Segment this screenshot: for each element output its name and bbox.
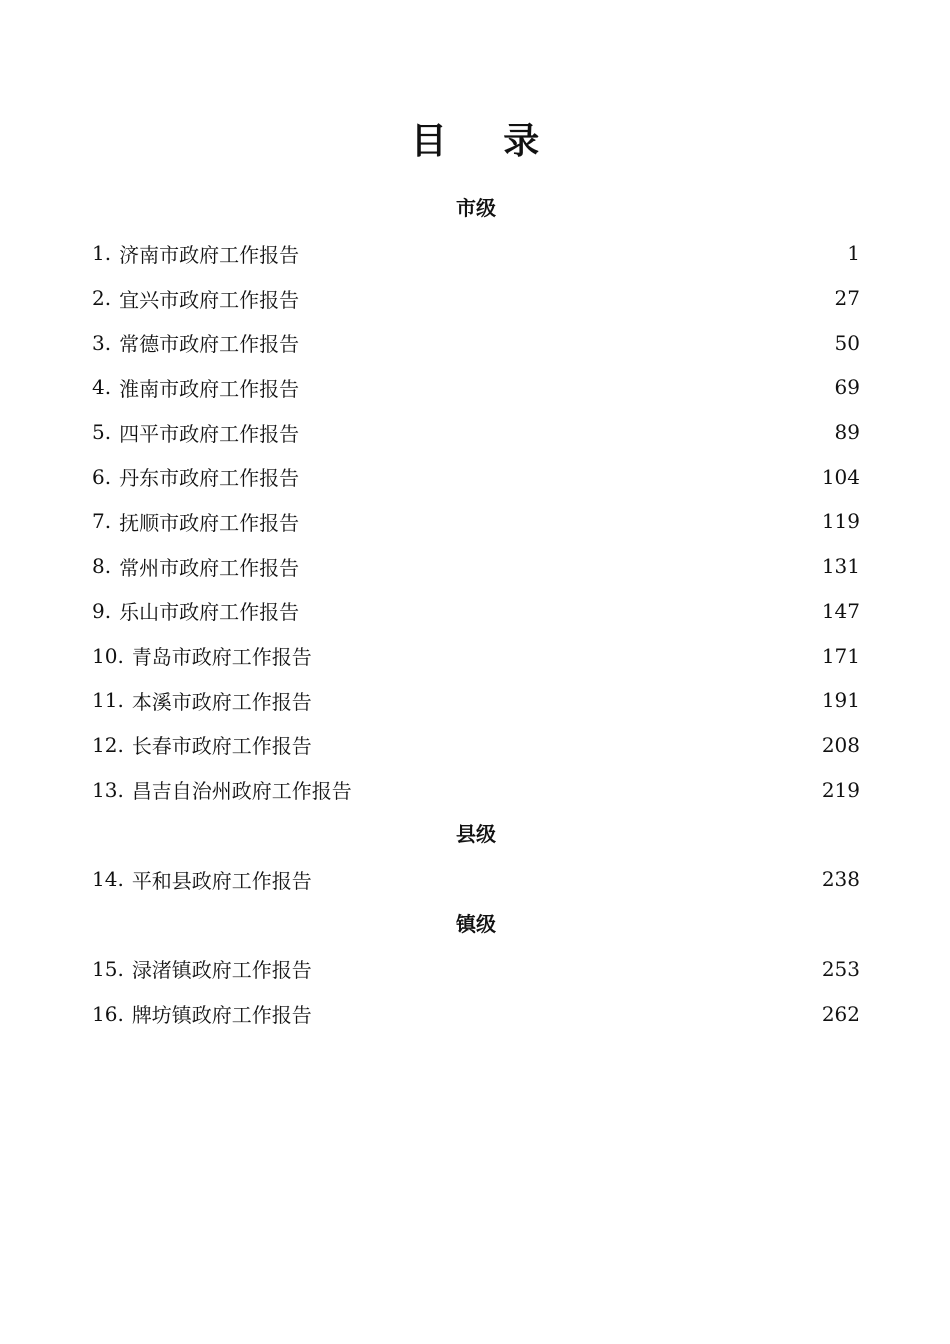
entry-number: 8. <box>92 554 112 579</box>
entry-number: 15. <box>92 956 124 981</box>
toc-entry[interactable] <box>92 454 860 499</box>
entry-label: 常州市政府工作报告 <box>119 555 300 580</box>
toc-entry[interactable] <box>92 499 860 544</box>
page-title: 目 录 <box>410 121 562 162</box>
entry-label: 济南市政府工作报告 <box>119 242 300 267</box>
entry-number: 2. <box>92 286 112 311</box>
entry-page-number: 89 <box>834 420 860 445</box>
toc-entry[interactable] <box>92 633 860 678</box>
entry-label: 四平市政府工作报告 <box>119 421 300 446</box>
entry-page-number: 1 <box>847 241 860 266</box>
entry-page-number: 171 <box>821 643 860 668</box>
entry-label: 牌坊镇政府工作报告 <box>131 1003 312 1028</box>
entry-label: 宜兴市政府工作报告 <box>119 287 300 312</box>
toc-entry[interactable] <box>92 231 860 276</box>
entry-label: 本溪市政府工作报告 <box>131 689 312 714</box>
entry-page-number: 262 <box>821 1001 860 1026</box>
entry-label: 渌渚镇政府工作报告 <box>131 958 312 983</box>
entry-number: 11. <box>92 688 124 713</box>
entry-page-number: 27 <box>834 286 860 311</box>
entry-page-number: 147 <box>821 598 860 623</box>
entry-number: 3. <box>92 330 112 355</box>
section-heading-city: 市级 <box>456 196 496 220</box>
toc-entry[interactable] <box>92 857 860 902</box>
entry-page-number: 238 <box>821 867 860 892</box>
entry-number: 14. <box>92 867 124 892</box>
toc-entry[interactable] <box>92 410 860 455</box>
entry-page-number: 191 <box>821 688 860 713</box>
toc-entry[interactable] <box>92 365 860 410</box>
entry-page-number: 50 <box>834 330 860 355</box>
entry-label: 青岛市政府工作报告 <box>131 645 312 670</box>
entry-page-number: 119 <box>821 509 860 534</box>
entry-page-number: 219 <box>821 777 860 802</box>
toc-entry[interactable] <box>92 589 860 634</box>
entry-label: 平和县政府工作报告 <box>131 868 312 893</box>
toc-entry[interactable] <box>92 947 860 992</box>
entry-label: 抚顺市政府工作报告 <box>119 510 300 535</box>
entry-page-number: 208 <box>821 732 860 757</box>
entry-number: 16. <box>92 1001 124 1026</box>
toc-entry[interactable] <box>92 767 860 812</box>
entry-number: 9. <box>92 598 112 623</box>
entry-number: 7. <box>92 509 112 534</box>
entry-number: 4. <box>92 375 112 400</box>
entry-label: 乐山市政府工作报告 <box>119 600 300 625</box>
entry-number: 5. <box>92 420 112 445</box>
entry-label: 淮南市政府工作报告 <box>119 376 300 401</box>
entry-page-number: 131 <box>821 554 860 579</box>
toc-entry[interactable] <box>92 276 860 321</box>
toc-entry[interactable] <box>92 320 860 365</box>
entry-label: 丹东市政府工作报告 <box>119 466 300 491</box>
entry-number: 13. <box>92 777 124 802</box>
entry-number: 12. <box>92 732 124 757</box>
section-heading-town: 镇级 <box>456 911 496 936</box>
entry-page-number: 253 <box>821 956 860 981</box>
toc-entry[interactable] <box>92 544 860 589</box>
toc-entry[interactable] <box>92 723 860 768</box>
entry-number: 1. <box>92 241 112 266</box>
entry-label: 昌吉自治州政府工作报告 <box>131 779 352 804</box>
entry-number: 10. <box>92 643 124 668</box>
entry-label: 长春市政府工作报告 <box>131 734 312 759</box>
section-heading-county: 县级 <box>456 821 496 846</box>
entry-page-number: 104 <box>821 464 860 489</box>
entry-label: 常德市政府工作报告 <box>119 332 300 357</box>
entry-number: 6. <box>92 464 112 489</box>
toc-entry[interactable] <box>92 678 860 723</box>
toc-entry[interactable] <box>92 991 860 1036</box>
entry-page-number: 69 <box>834 375 860 400</box>
table-of-contents <box>92 186 860 1036</box>
